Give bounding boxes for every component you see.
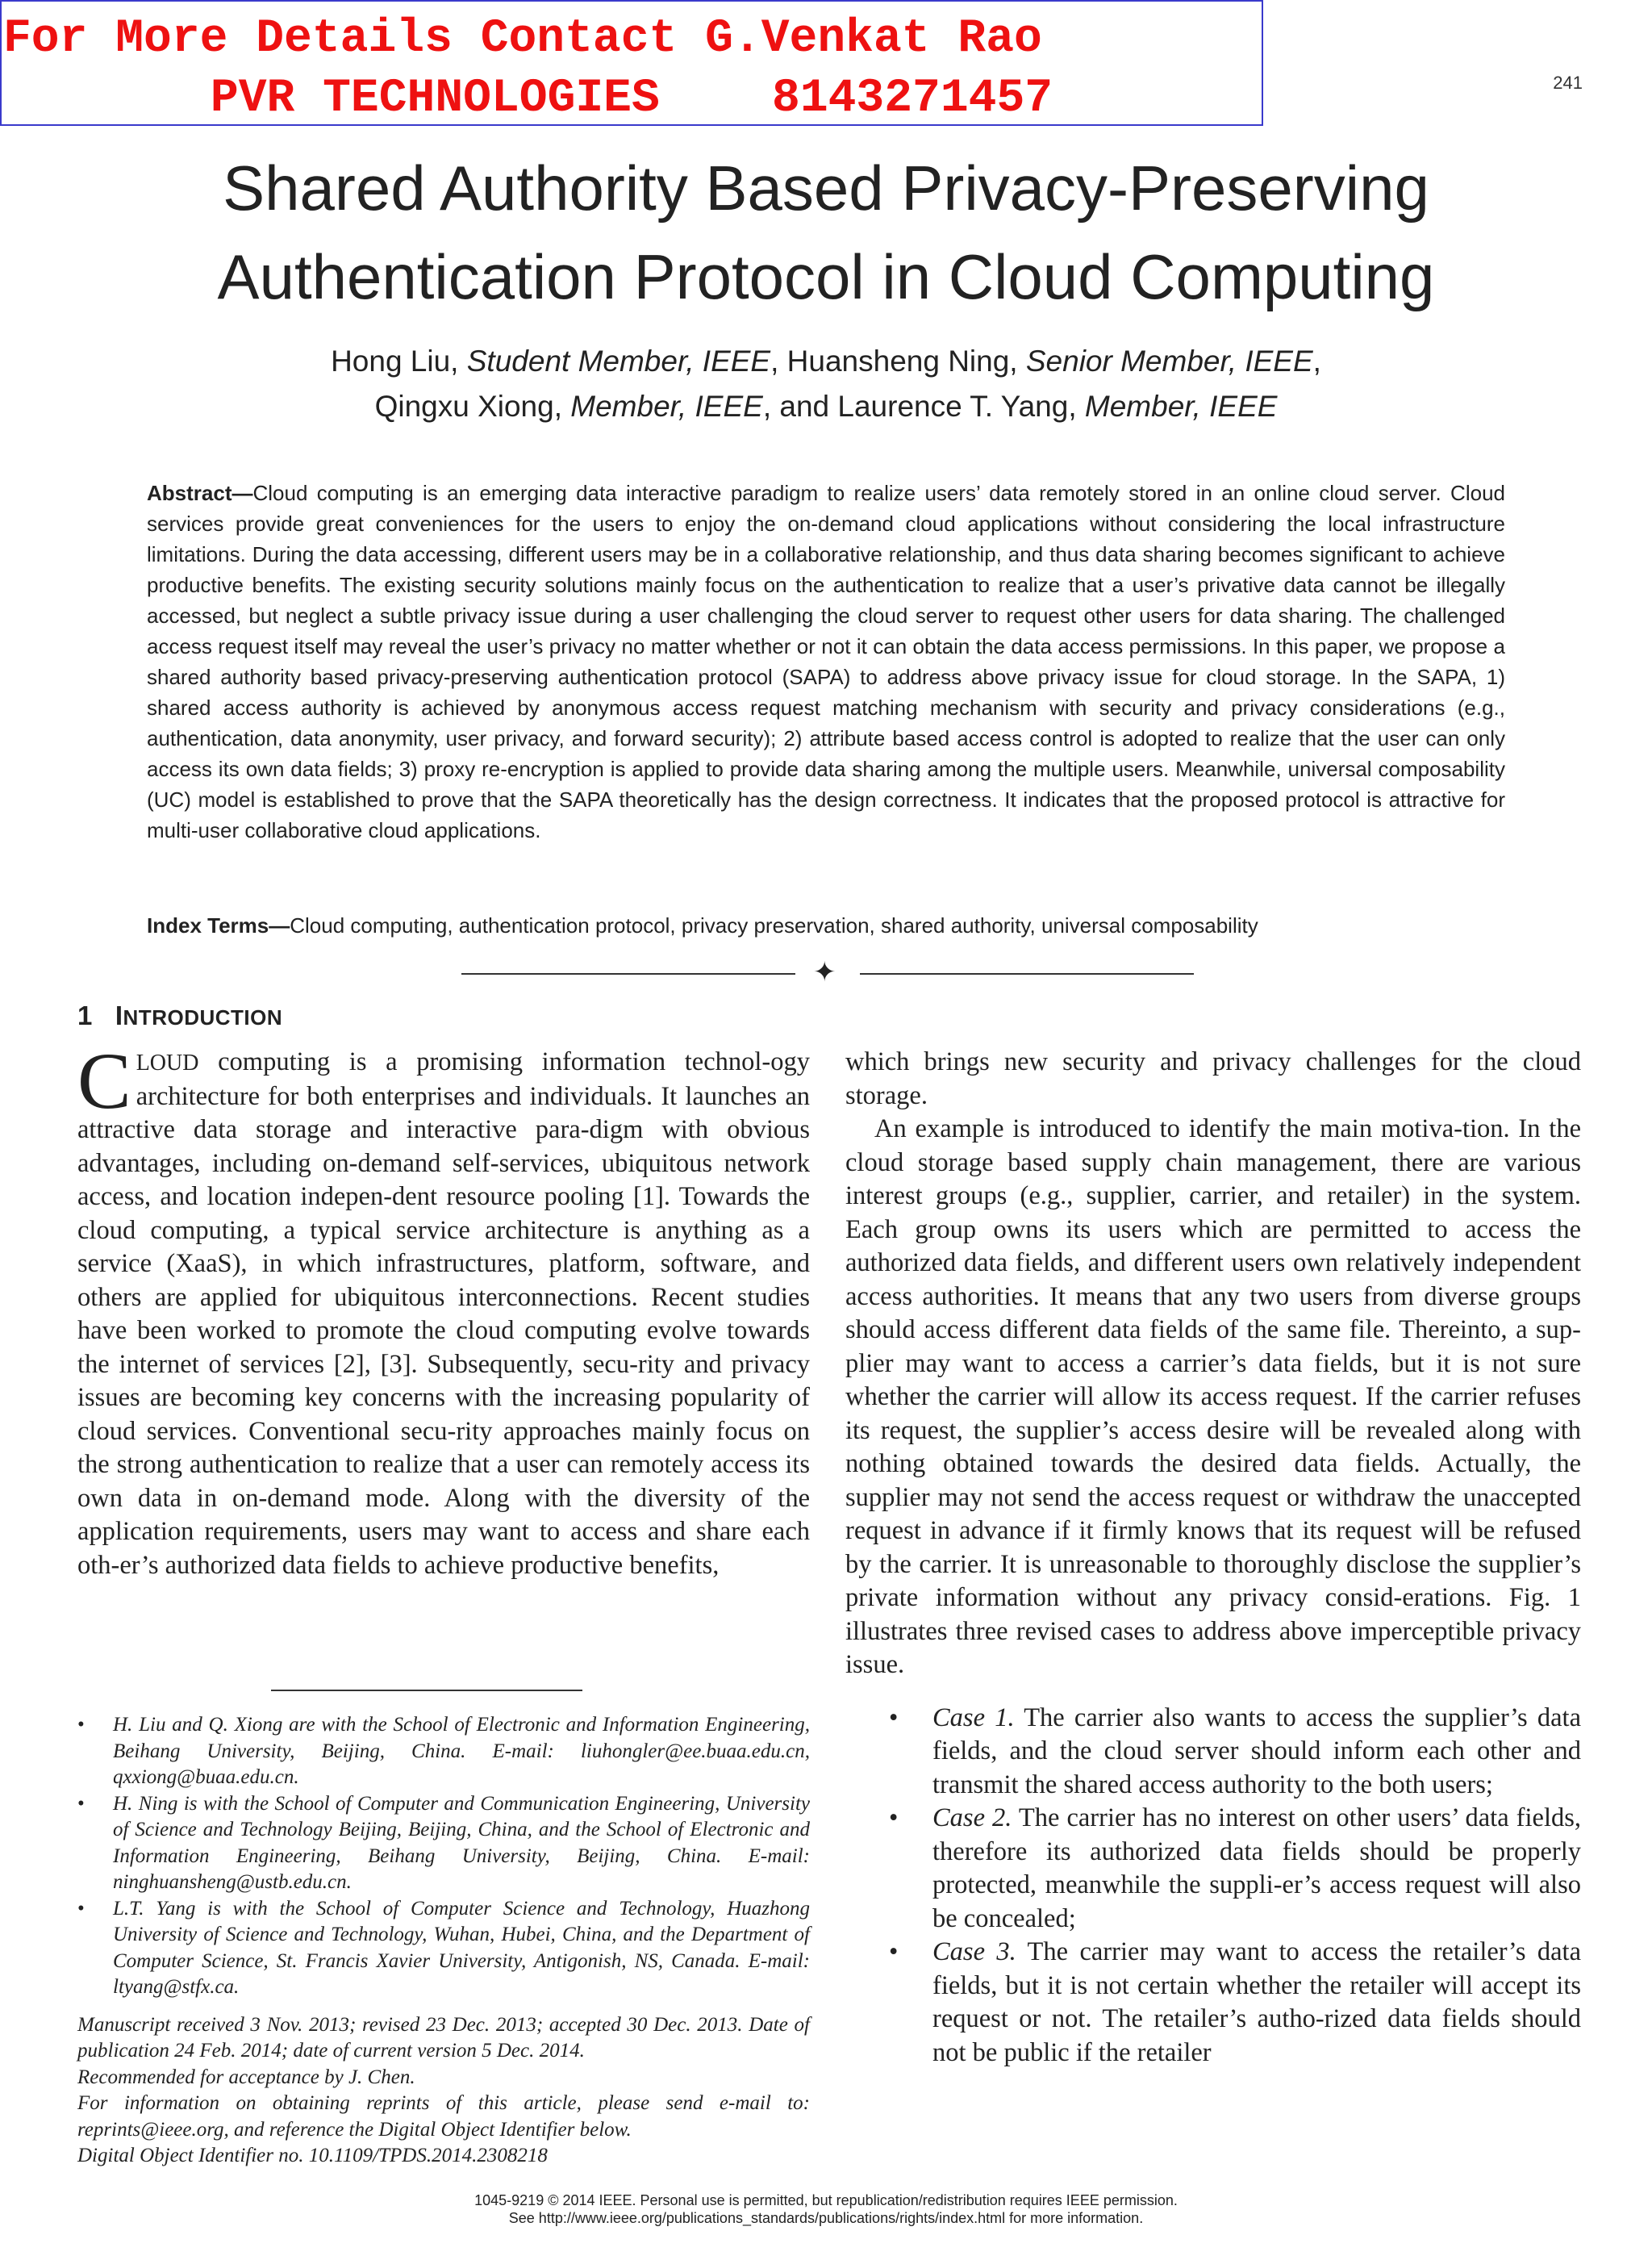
abstract-text: Cloud computing is an emerging data interactive paradigm to realize users’ data remotely stored in an online cloud server. Cloud services provide great conveniences for the users to enjoy the on-demand cloud applications without considering the local infrastructure limitations. During the data accessing, different users may be in a collaborative relationship, and thus data sharing becomes significant to achieve productive benefits. The existing security solutions mainly focus on the authentication to realize that a user’s privative data cannot be illegally accessed, but neglect a subtle privacy issue during a user challenging the cloud server to request other users for data sharing. The challenged access request itself may reveal the user’s privacy no matter whether or not it can obtain the data access permissions. In this paper, we propose a shared authority based privacy-preserving authentication protocol (SAPA) to address above privacy issue for cloud storage. In the SAPA, 1) shared access authority is achieved by anonymous access request matching mechanism with security and privacy considerations (e.g., authentication, data anonymity, user privacy, and forward security); 2) attribute based access control is adopted to realize that the user can only access its own data fields; 3) proxy re-encryption is applied to provide data sharing among the multiple users. Meanwhile, universal composability (UC) model is established to prove that the SAPA theoretically has the design correctness. It indicates that the proposed protocol is attractive for multi-user collaborative cloud applications.: [147, 481, 1505, 842]
page-number: 241: [1553, 73, 1583, 93]
title-line-1: Shared Authority Based Privacy-Preserving: [223, 152, 1429, 224]
bullet-icon: •: [889, 1803, 899, 1832]
right-column: [845, 1046, 1581, 2070]
bullet-icon: •: [77, 1714, 85, 1736]
bullet-icon: •: [77, 1792, 85, 1815]
footnotes: [77, 1712, 810, 2170]
author-name: Qingxu Xiong,: [374, 390, 571, 423]
divider-rule-left: [461, 973, 795, 975]
reprints-info: For information on obtaining reprints of this article, please send e-mail to: reprints@ieee.org, and reference the Digital Object Identifier below.: [77, 2092, 810, 2141]
affiliation-list: [77, 1712, 810, 2001]
recommended-by: Recommended for acceptance by J. Chen.: [77, 2066, 415, 2088]
case-item: [845, 1936, 1581, 2070]
watermark-line-2: PVR TECHNOLOGIES 8143271457: [210, 73, 1053, 125]
bullet-icon: •: [889, 1937, 899, 1966]
bullet-icon: •: [77, 1897, 85, 1920]
first-word-smallcaps: LOUD: [136, 1051, 199, 1076]
case-list: [845, 1702, 1581, 2070]
author-role: Senior Member, IEEE: [1025, 345, 1313, 378]
affiliation-text: L.T. Yang is with the School of Computer Science and Technology, Huazhong University of Science and Technology, Wuhan, Hubei, China, and the Department of Computer Science, St. Francis Xavier University, Antigonish, NS, Canada. E-mail: ltyang@stfx.ca.: [113, 1897, 810, 1998]
title-line-2: Authentication Protocol in Cloud Computing: [217, 241, 1435, 312]
author-line-2: [0, 384, 1652, 429]
intro-paragraph-1: [77, 1036, 810, 1582]
abstract-label: Abstract—: [147, 481, 253, 505]
manuscript-dates: Manuscript received 3 Nov. 2013; revised 23 Dec. 2013; accepted 30 Dec. 2013. Date of publication 24 Feb. 2014; date of current version 5 Dec. 2014.: [77, 2013, 810, 2062]
watermark-line-1: For More Details Contact G.Venkat Rao: [3, 13, 1042, 65]
case-label: Case 3.: [932, 1937, 1016, 1966]
affiliation-item: [77, 1791, 810, 1896]
case-item: [845, 1802, 1581, 1936]
copyright-line-2: See http://www.ieee.org/publications_standards/publications/rights/index.html for more information.: [508, 2210, 1144, 2226]
divider-diamond-icon: ✦: [813, 956, 836, 988]
abstract: [147, 478, 1505, 846]
manuscript-info: [77, 2012, 810, 2170]
index-terms-label: Index Terms—: [147, 913, 290, 938]
divider-rule-right: [860, 973, 1194, 975]
index-terms: [147, 910, 1505, 941]
author-line-1: [0, 339, 1652, 384]
case-item: [845, 1702, 1581, 1803]
footnote-rule: [271, 1690, 582, 1691]
section-title-initial: I: [115, 1001, 123, 1030]
case-label: Case 2.: [932, 1803, 1012, 1832]
section-heading: [77, 1001, 282, 1031]
paper-title: [0, 144, 1652, 321]
case-text: The carrier also wants to access the supplier’s data fields, and the cloud server should inform each other and transmit the shared access authority to the both users;: [932, 1702, 1581, 1799]
bullet-icon: •: [889, 1702, 899, 1732]
author-name: , Huansheng Ning,: [770, 345, 1026, 378]
author-name: , and Laurence T. Yang,: [762, 390, 1085, 423]
case-text: The carrier may want to access the retailer’s data fields, but it is not certain whether the retailer will accept its request or not. The retailer’s autho-rized data fields should not be public if the retailer: [932, 1937, 1581, 2067]
paragraph-text: computing is a promising information technol-ogy architecture for both enterprises and individuals. It launches an attractive data storage and interactive para-digm with obvious advantages, including on-demand self-services, ubiquitous network access, and location indepen-dent resource pooling [1]. Towards the cloud computing, a typical service architecture is anything as a service (XaaS), in which infrastructures, platform, software, and others are applied for ubiquitous interconnections. Recent studies have been worked to promote the cloud computing evolve towards the internet of services [2], [3]. Subsequently, secu-rity and privacy issues are becoming key concerns with the increasing popularity of cloud services. Conventional secu-rity approaches mainly focus on the strong authentication to realize that a user can remotely access its own data in on-demand mode. Along with the diversity of the application requirements, users may want to access and share each oth-er’s authorized data fields to achieve productive benefits,: [77, 1047, 810, 1580]
author-role: Member, IEEE: [1084, 390, 1278, 423]
author-role: Student Member, IEEE: [466, 345, 771, 378]
copyright-notice: [0, 2191, 1652, 2227]
author-name: Hong Liu,: [331, 345, 467, 378]
drop-cap: C: [77, 1036, 131, 1126]
paragraph-continuation: which brings new security and privacy challenges for the cloud storage.: [845, 1047, 1581, 1110]
affiliation-text: H. Ning is with the School of Computer and Communication Engineering, University of Science and Technology Beijing, Beijing, China, and the School of Electronic and Information Engineering, Beihang University, Beijing, China. E-mail: ninghuansheng@ustb.edu.cn.: [113, 1792, 810, 1893]
doi: Digital Object Identifier no. 10.1109/TPDS.2014.2308218: [77, 2145, 548, 2166]
case-label: Case 1.: [932, 1702, 1015, 1732]
section-title-rest: NTRODUCTION: [123, 1005, 283, 1030]
section-number: 1: [77, 1001, 93, 1030]
contact-watermark-box: [0, 0, 1263, 126]
copyright-line-1: 1045-9219 © 2014 IEEE. Personal use is permitted, but republication/redistribution requires IEEE permission.: [474, 2192, 1178, 2208]
affiliation-text: H. Liu and Q. Xiong are with the School of Electronic and Information Engineering, Beihang University, Beijing, China. E-mail: liuhongler@ee.buaa.edu.cn, qxxiong@buaa.edu.cn.: [113, 1714, 810, 1788]
left-column: [77, 1036, 810, 1582]
affiliation-item: [77, 1712, 810, 1791]
author-list: [0, 339, 1652, 429]
motivation-paragraph: An example is introduced to identify the main motiva-tion. In the cloud storage based supply chain management, there are various interest groups (e.g., supplier, carrier, and retailer) in the system. Each group owns its users which are permitted to access the authorized data fields, and different users own relatively independent access authorities. It means that any two users from diverse groups should access different data fields of the same file. Thereinto, a sup-plier may want to access a carrier’s data fields, but it is not sure whether the carrier will allow its access request. If the carrier refuses its request, the supplier’s access desire will be revealed along with nothing obtained towards the desired data fields. Actually, the supplier may not send the access request or withdraw the unaccepted request in advance if it firmly knows that its request will be refused by the carrier. It is unreasonable to thoroughly disclose the supplier’s private information without any privacy consid-erations. Fig. 1 illustrates three revised cases to address above imperceptible privacy issue.: [845, 1114, 1581, 1679]
affiliation-item: [77, 1896, 810, 2001]
author-separator: ,: [1312, 345, 1321, 378]
author-role: Member, IEEE: [570, 390, 763, 423]
case-text: The carrier has no interest on other users’ data fields, therefore its authorized data fields should be properly protected, meanwhile the suppli-er’s access request will also be concealed;: [932, 1803, 1581, 1933]
index-terms-text: Cloud computing, authentication protocol, privacy preservation, shared authority, universal composability: [290, 913, 1258, 938]
